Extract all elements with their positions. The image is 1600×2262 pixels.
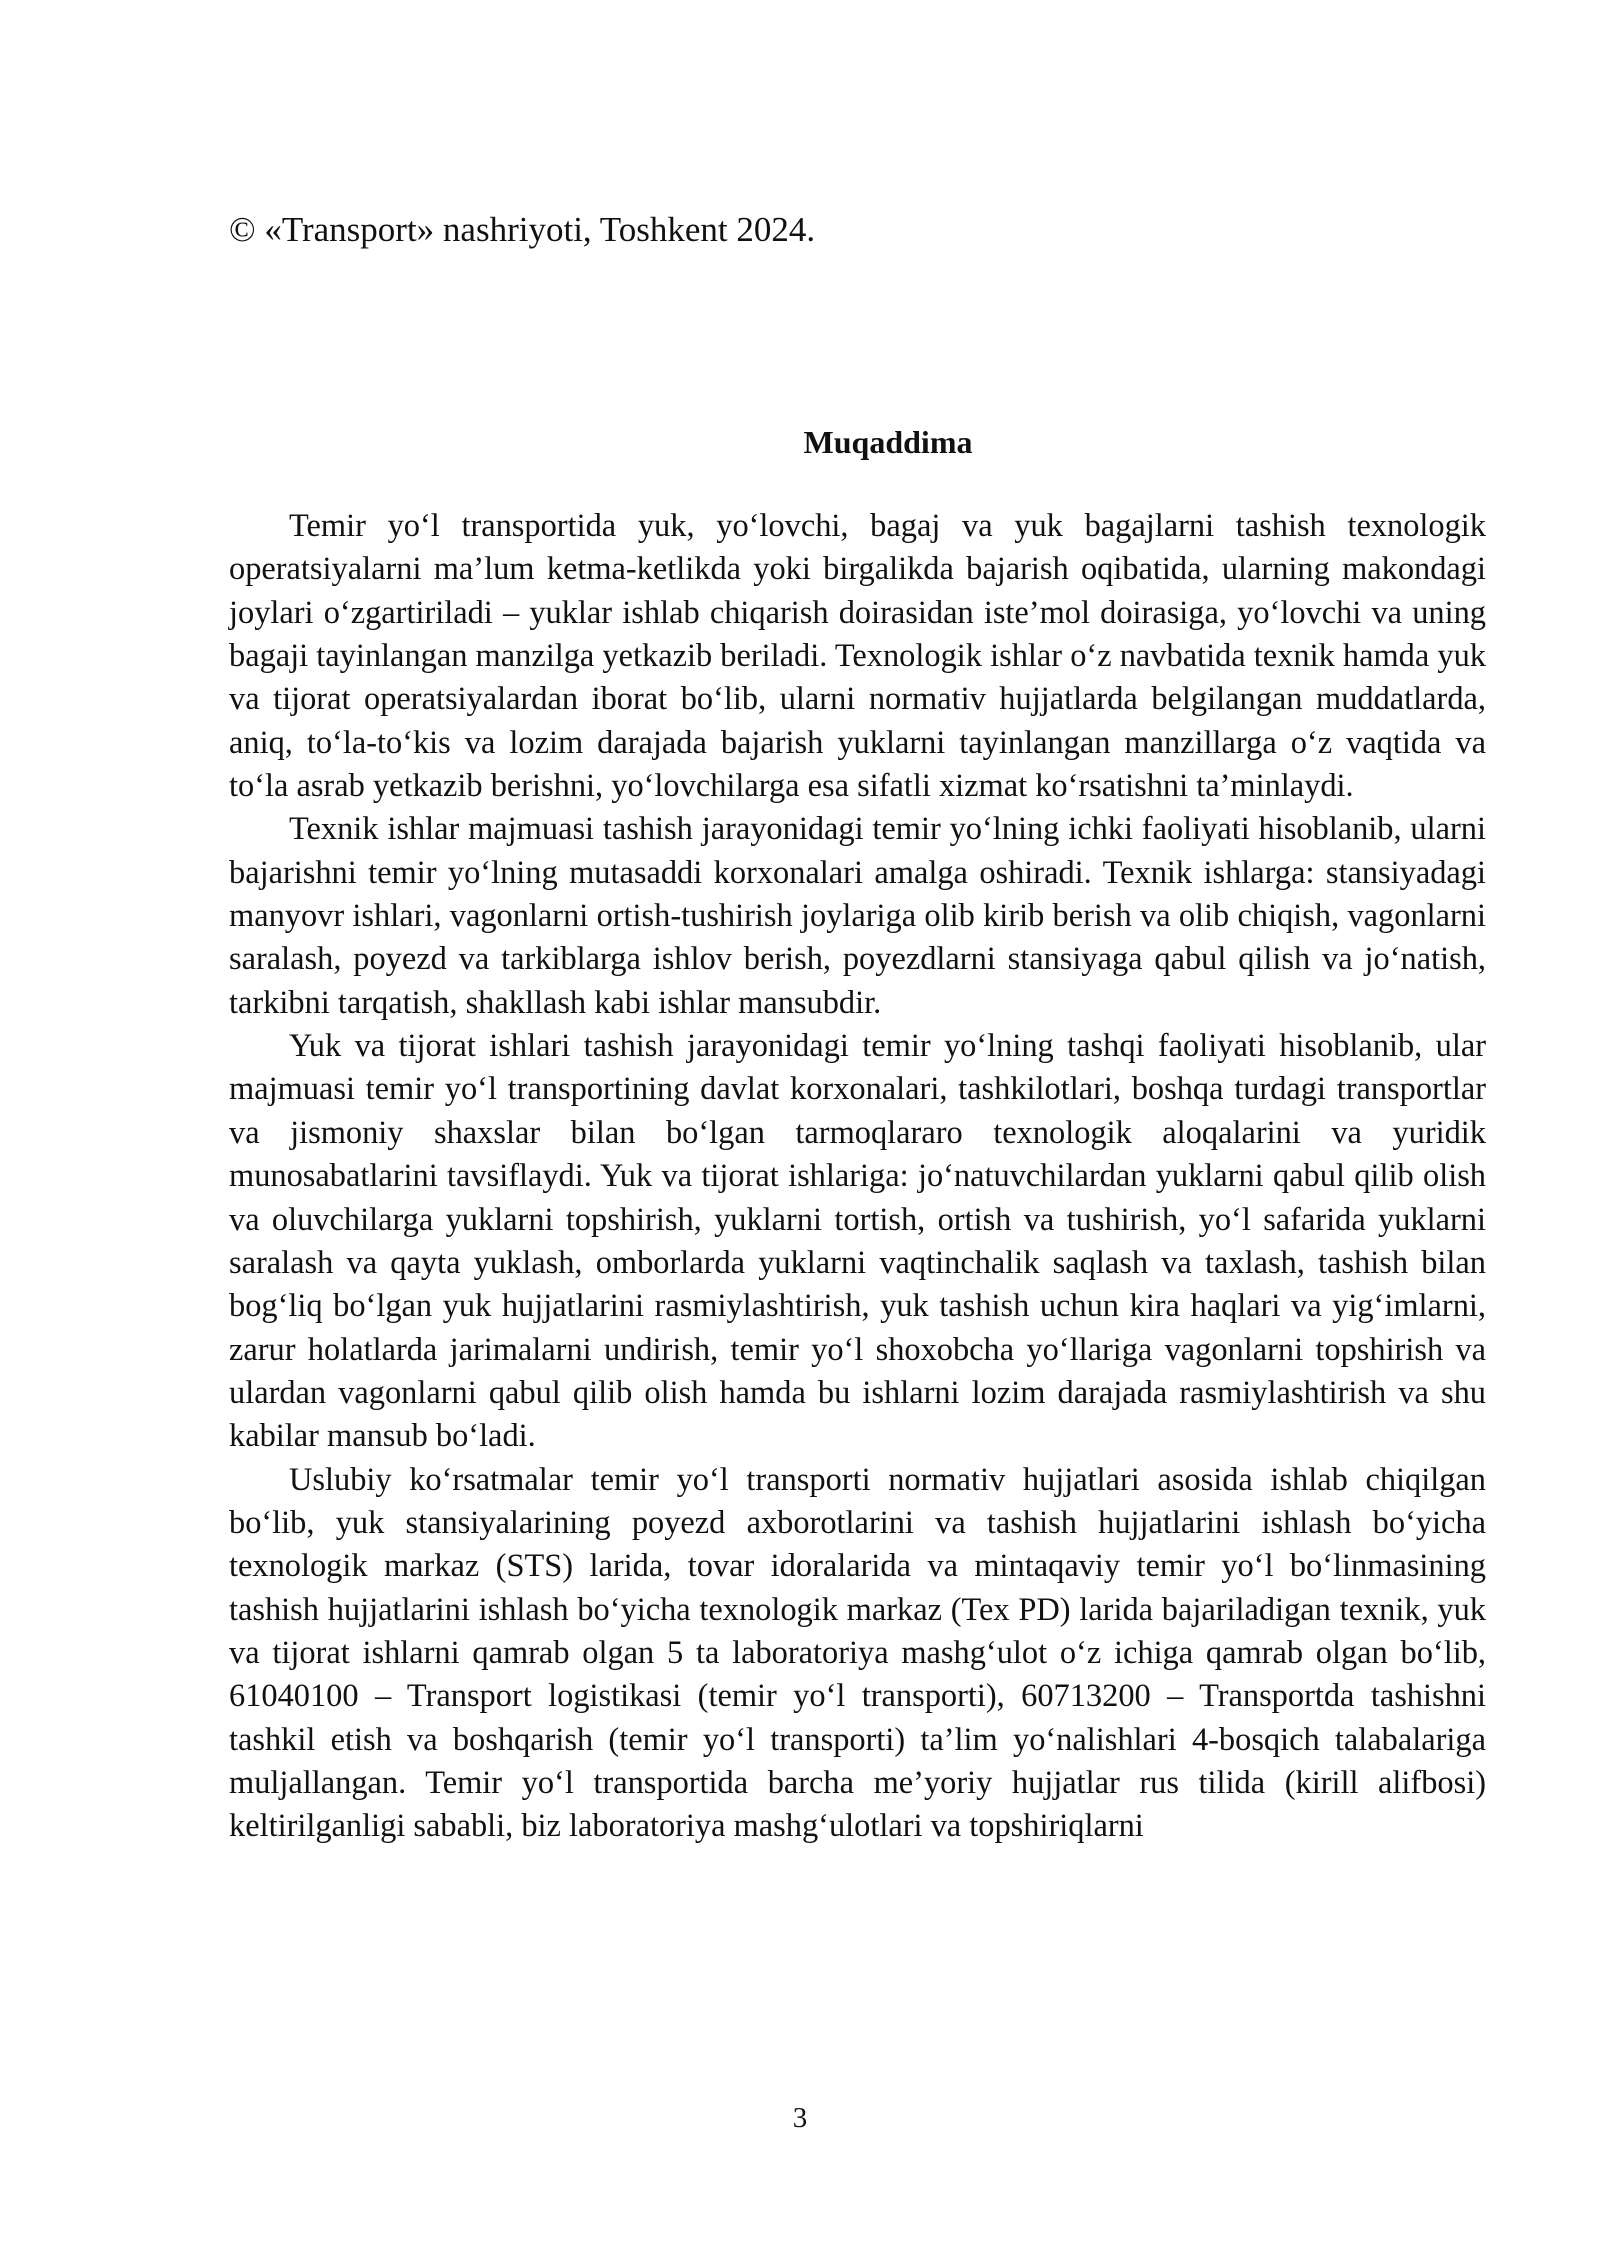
paragraph: Uslubiy ko‘rsatmalar temir yo‘l transporti normativ hujjatlari asosida ishlab chiqilgan bo‘lib, yuk stansiyalarining poyezd axborotlarini va tashish hujjatlarini ishlash bo‘yicha texnologik markaz (STS) larida, tovar idoralarida va mintaqaviy temir yo‘l bo‘linmasining tashish hujjatlarini ishlash bo‘yicha texnologik markaz (Tex PD) larida bajariladigan texnik, yuk va tijorat ishlarni qamrab olgan 5 ta laboratoriya mashg‘ulot o‘z ichiga qamrab olgan bo‘lib, 61040100 – Transport logistikasi (temir yo‘l transporti), 60713200 – Transportda tashishni tashkil etish va boshqarish (temir yo‘l transporti) ta’lim yo‘nalishlari 4-bosqich talabalariga muljallangan. Temir yo‘l transportida barcha me’yoriy hujjatlar rus tilida (kirill alifbosi) keltirilganligi sababli, biz laboratoriya mashg‘ulotlari va topshiriqlarni <box>229 1461 1486 1845</box>
section-title: Muqaddima <box>803 424 973 460</box>
body-text <box>229 505 1486 1849</box>
paragraph: Texnik ishlar majmuasi tashish jarayonidagi temir yo‘lning ichki faoliyati hisoblanib, ularni bajarishni temir yo‘lning mutasaddi korxonalari amalga oshiradi. Texnik ishlarga: stansiyadagi manyovr ishlari, vagonlarni ortish-tushirish joylariga olib kirib berish va olib chiqish, vagonlarni saralash, poyezd va tarkiblarga ishlov berish, poyezdlarni stansiyaga qabul qilish va jo‘natish, tarkibni tarqatish, shakllash kabi ishlar mansubdir. <box>229 811 1486 1021</box>
page-number: 3 <box>792 2102 808 2134</box>
paragraph: Temir yo‘l transportida yuk, yo‘lovchi, bagaj va yuk bagajlarni tashish texnologik operatsiyalarni ma’lum ketma-ketlikda yoki birgalikda bajarish oqibatida, ularning makondagi joylari o‘zgartiriladi – yuklar ishlab chiqarish doirasidan iste’mol doirasiga, yo‘lovchi va uning bagaji tayinlangan manzilga yetkazib beriladi. Texnologik ishlar o‘z navbatida texnik hamda yuk va tijorat operatsiyalardan iborat bo‘lib, ularni normativ hujjatlarda belgilangan muddatlarda, aniq, to‘la-to‘kis va lozim darajada bajarish yuklarni tayinlangan manzillarga o‘z vaqtida va to‘la asrab yetkazib berishni, yo‘lovchilarga esa sifatli xizmat ko‘rsatishni ta’minlaydi. <box>229 508 1486 805</box>
copyright-notice: © «Transport» nashriyoti, Toshkent 2024. <box>229 210 816 249</box>
paragraph: Yuk va tijorat ishlari tashish jarayonidagi temir yo‘lning tashqi faoliyati hisoblanib, ular majmuasi temir yo‘l transportining davlat korxonalari, tashkilotlari, boshqa turdagi transportlar va jismoniy shaxslar bilan bo‘lgan tarmoqlararo texnologik aloqalarini va yuridik munosabatlarini tavsiflaydi. Yuk va tijorat ishlariga: jo‘natuvchilardan yuklarni qabul qilib olish va oluvchilarga yuklarni topshirish, yuklarni tortish, ortish va tushirish, yo‘l safarida yuklarni saralash va qayta yuklash, omborlarda yuklarni vaqtinchalik saqlash va taxlash, tashish bilan bog‘liq bo‘lgan yuk hujjatlarini rasmiylashtirish, yuk tashish uchun kira haqlari va yig‘imlarni, zarur holatlarda jarimalarni undirish, temir yo‘l shoxobcha yo‘llariga vagonlarni topshirish va ulardan vagonlarni qabul qilib olish hamda bu ishlarni lozim darajada rasmiylashtirish va shu kabilar mansub bo‘ladi. <box>229 1028 1486 1455</box>
